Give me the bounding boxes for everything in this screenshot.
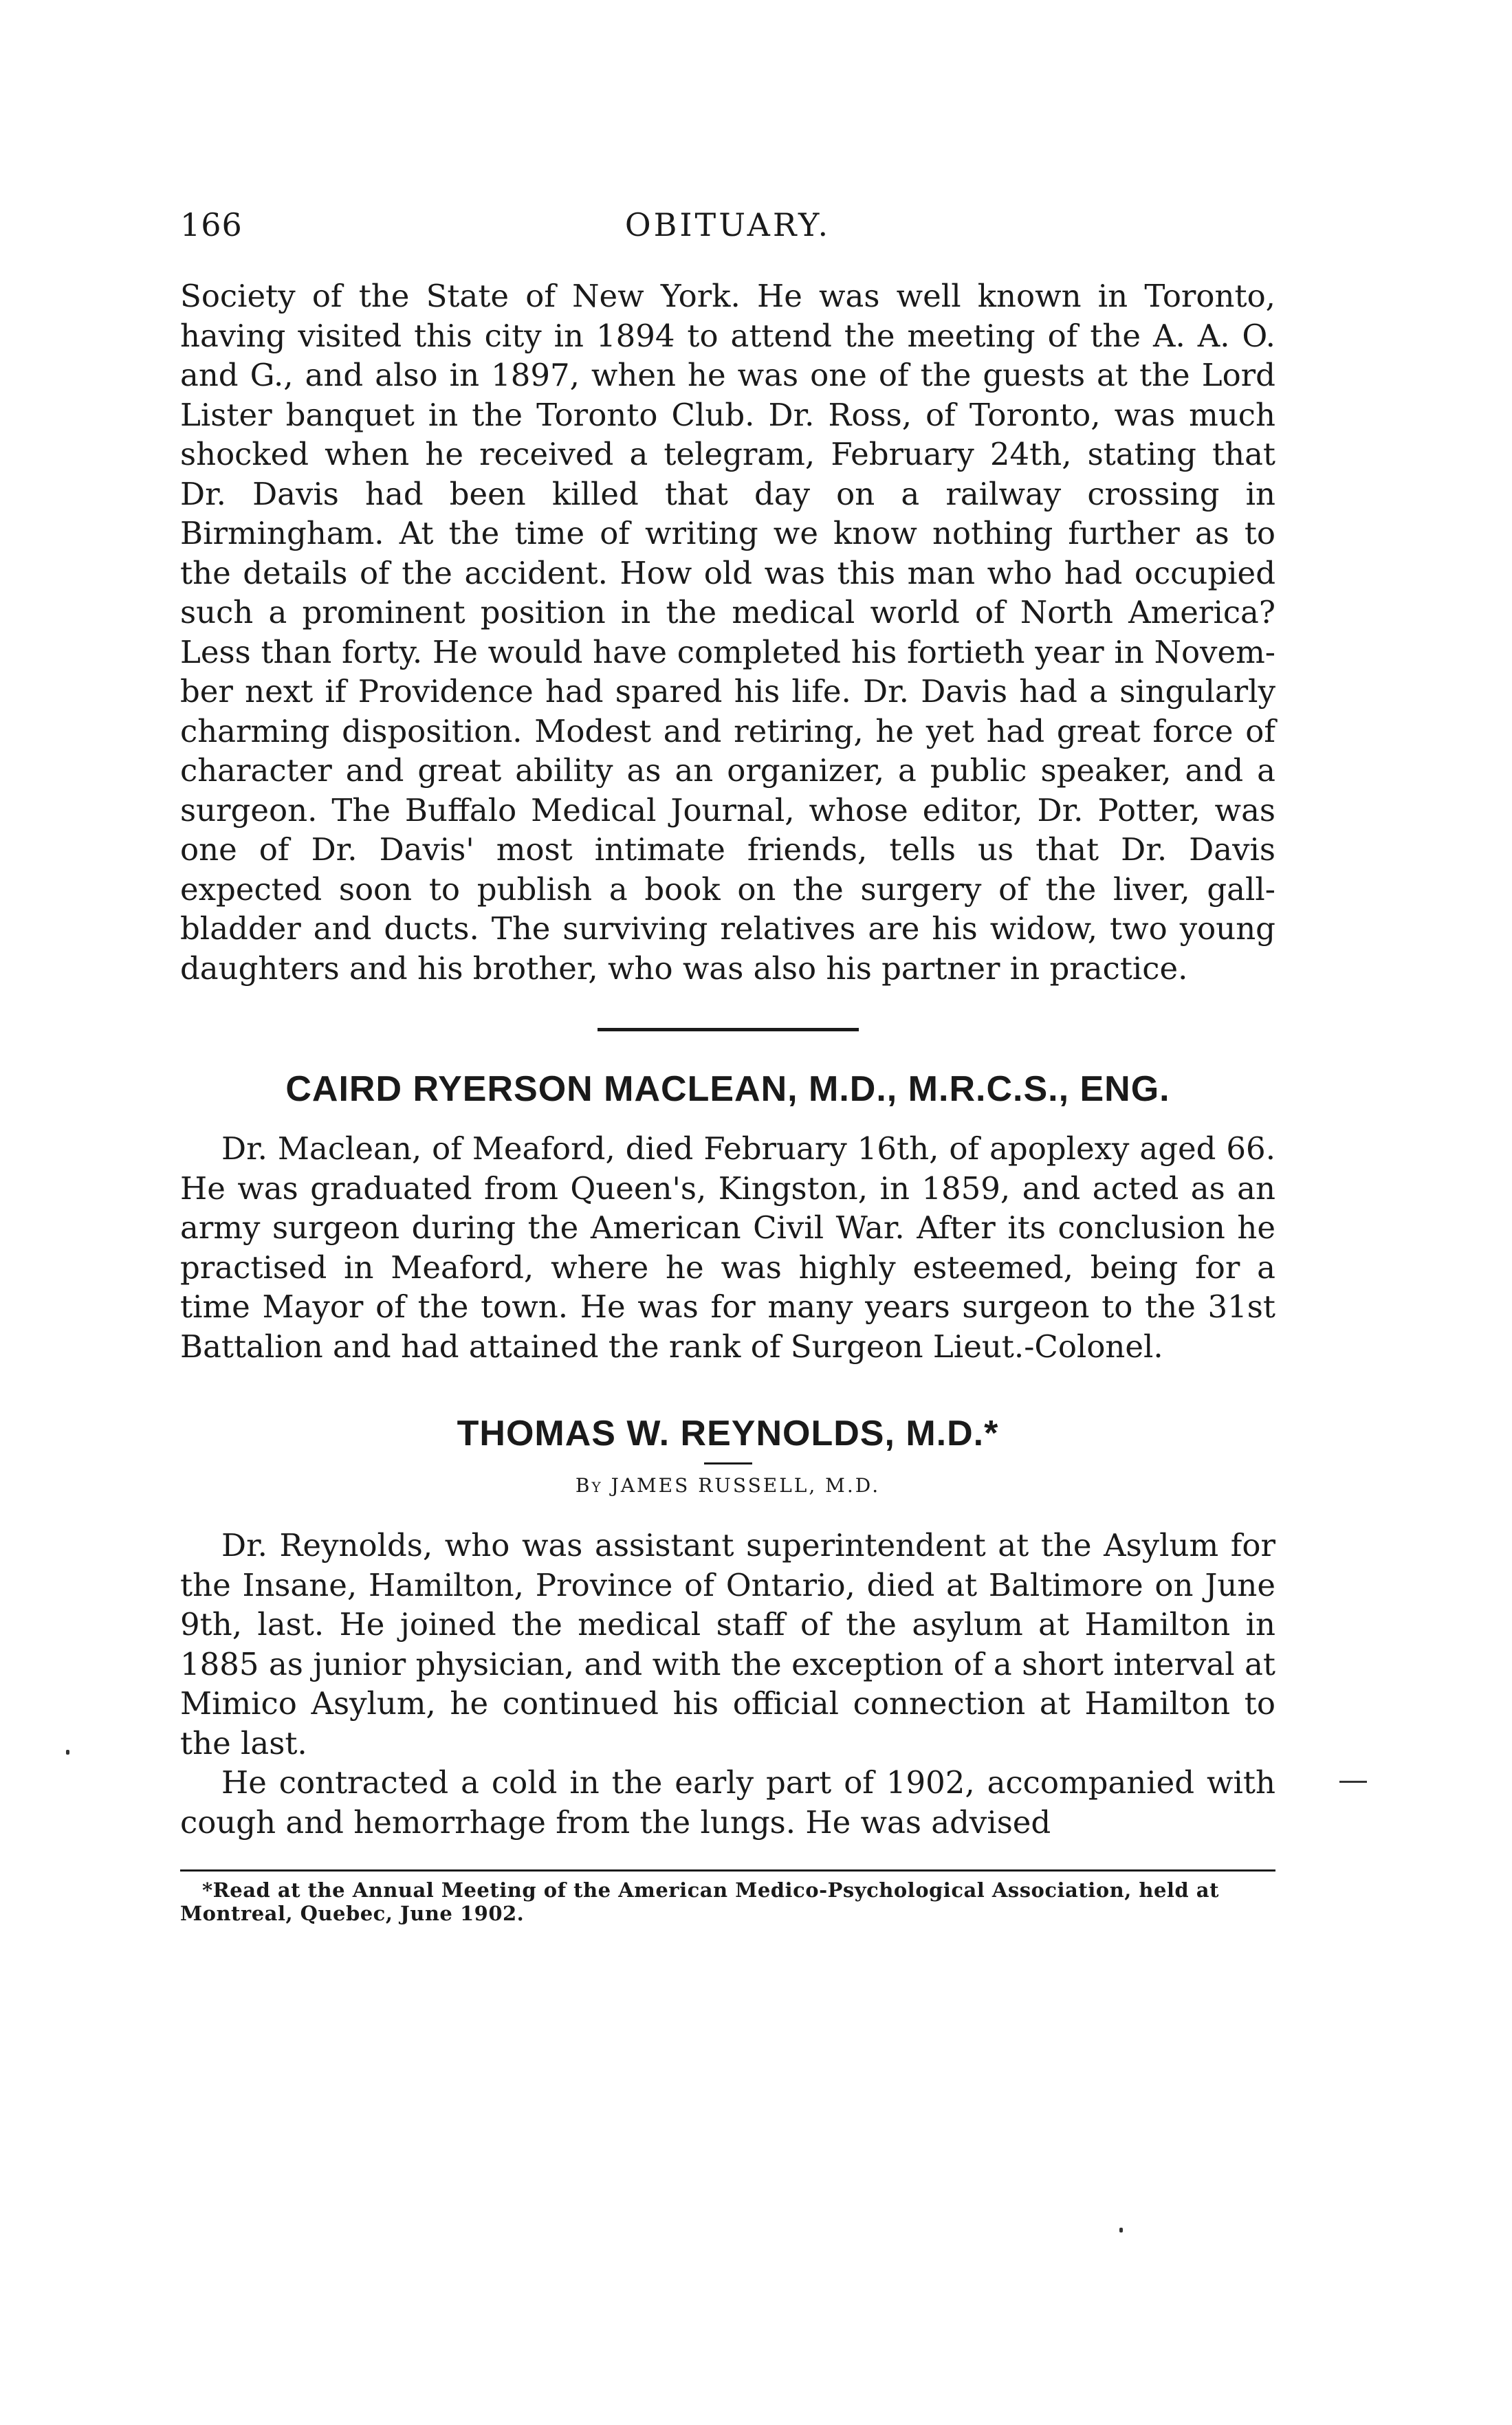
- continued-paragraph: Society of the State of New York. He was well known in Toronto, having visited this city in 1894 to attend the meeting of the A. A. O. and G., and also in 1897, when he was one of the guests at the Lord Lister banquet in the Toronto Club. Dr. Ross, of Toronto, was much shocked when he received a telegram, February 24th, stating that Dr. Davis had been killed that day on a railway crossing in Birmingham. At the time of writing we know nothing further as to the details of the accident. How old was this man who had occupied such a prominent position in the medical world of North America? Less than forty. He would have completed his fortieth year in November next if Providence had spared his life. Dr. Davis had a singularly charming disposition. Modest and retiring, he yet had great force of character and great ability as an organizer, a public speaker, and a surgeon. The Buffalo Medical Journal, whose editor, Dr. Potter, was one of Dr. Davis' most intimate friends, tells us that Dr. Davis expected soon to publish a book on the surgery of the liver, gall-bladder and ducts. The surviving relatives are his widow, two young daughters and his brother, who was also his partner in practice.: [180, 278, 1275, 987]
- reynolds-heading: THOMAS W. REYNOLDS, M.D.*: [457, 1414, 999, 1453]
- footnote: *Read at the Annual Meeting of the American Medico-Psychological Association, held at Montreal, Quebec, June 1902.: [180, 1878, 1219, 1925]
- document-page: [180, 206, 1275, 1925]
- running-title: OBITUARY.: [624, 206, 831, 243]
- maclean-heading: CAIRD RYERSON MACLEAN, M.D., M.R.C.S., ENG.: [285, 1069, 1170, 1109]
- reynolds-paragraph-1: Dr. Reynolds, who was assistant superintendent at the Asylum for the Insane, Hamilton, Province of Ontario, died at Baltimore on June 9th, last. He joined the medical staff of the asylum at Hamilton in 1885 as junior physician, and with the exception of a short interval at Mimico Asylum, he continued his official connection at Hamilton to the last.: [180, 1527, 1275, 1762]
- margin-speck-bottom: [1119, 2228, 1123, 2232]
- page-number: 166: [180, 206, 243, 243]
- heading-underline: [704, 1462, 752, 1464]
- running-header: [180, 206, 1275, 254]
- margin-speck-left: [66, 1750, 69, 1755]
- reynolds-paragraph-2: He contracted a cold in the early part of 1902, accompanied with cough and hemorrhage from the lungs. He was advised: [180, 1764, 1275, 1841]
- footnote-divider: [180, 1869, 1275, 1872]
- reynolds-byline: By JAMES RUSSELL, M.D.: [575, 1474, 881, 1497]
- maclean-body: Dr. Maclean, of Meaford, died February 16th, of apoplexy aged 66. He was graduated from Queen's, Kingston, in 1859, and acted as an army surgeon during the American Civil War. After its conclusion he practised in Meaford, where he was highly esteemed, being for a time Mayor of the town. He was for many years surgeon to the 31st Battalion and had attained the rank of Surgeon Lieut.-Colonel.: [180, 1130, 1275, 1365]
- margin-mark: [1339, 1781, 1367, 1783]
- section-divider: [598, 1028, 859, 1031]
